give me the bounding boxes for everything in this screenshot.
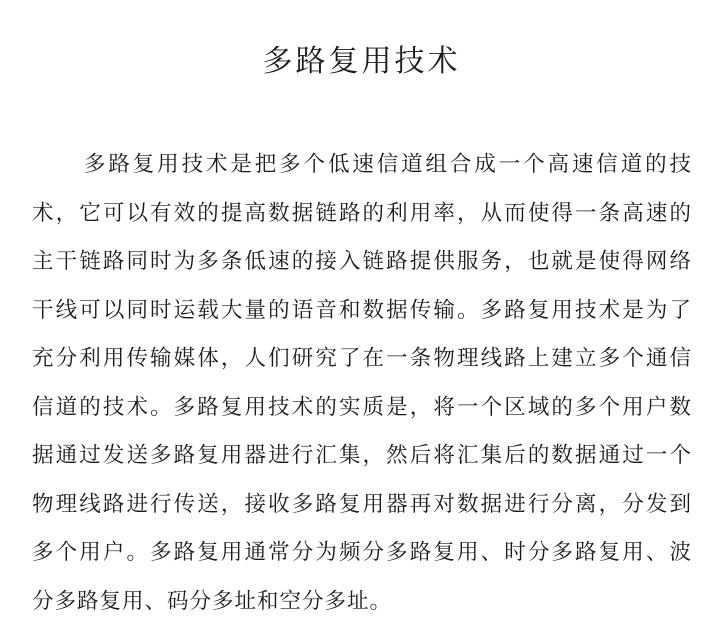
document-title: 多路复用技术 [262,44,461,79]
paragraph-line-2: 术，它可以有效的提高数据链路的利用率，从而使得一条高速的 [32,200,692,226]
paragraph-line-7: 据通过发送多路复用器进行汇集，然后将汇集后的数据通过一个 [32,443,692,468]
paragraph-line-10: 分多路复用、码分多址和空分多址。 [32,588,393,614]
paragraph-line-4: 干线可以同时运载大量的语音和数据传输。多路复用技术是为了 [32,297,692,323]
paragraph-line-1: 多路复用技术是把多个低速信道组合成一个高速信道的技 [84,152,692,177]
paragraph-line-5: 充分利用传输媒体，人们研究了在一条物理线路上建立多个通信 [32,346,692,371]
paragraph-line-6: 信道的技术。多路复用技术的实质是，将一个区域的多个用户数 [32,394,692,420]
paragraph-line-9: 多个用户。多路复用通常分为频分多路复用、时分多路复用、波 [32,540,692,565]
paragraph-line-8: 物理线路进行传送，接收多路复用器再对数据进行分离，分发到 [32,491,692,517]
body-paragraph [32,141,692,626]
paragraph-line-3: 主干链路同时为多条低速的接入链路提供服务，也就是使得网络 [32,249,692,274]
